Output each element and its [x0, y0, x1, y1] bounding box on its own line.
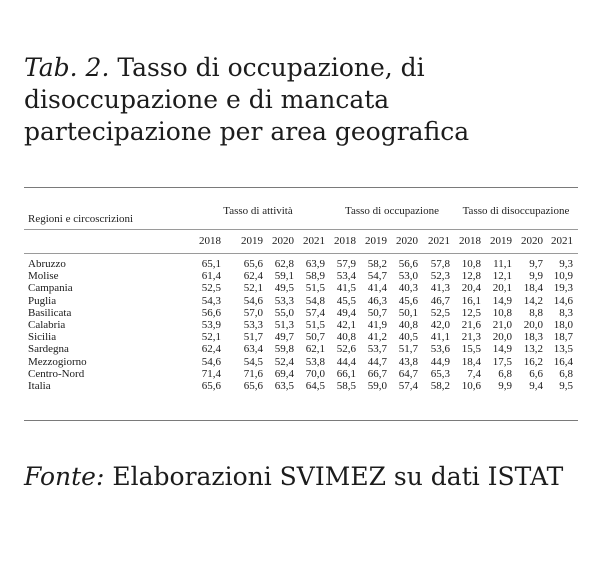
table-cell: 18,4 [523, 282, 543, 295]
table-row [0, 319, 600, 332]
table-cell: 54,8 [305, 294, 325, 307]
table-cell: 50,7 [367, 306, 387, 319]
table-cell: 64,7 [398, 367, 418, 380]
table-cell: 9,5 [559, 380, 573, 392]
table-row [0, 356, 600, 369]
table-cell: 18,0 [553, 319, 573, 331]
table-cell: 14,9 [492, 343, 512, 356]
year-header-cell: 2021 [551, 235, 573, 247]
year-header-cell: 2019 [365, 235, 387, 247]
table-cell: 71,4 [201, 367, 221, 380]
table-cell: 10,8 [492, 306, 512, 319]
table-cell: 44,4 [336, 355, 356, 368]
table-cell: 57,4 [305, 306, 325, 319]
table-cell: 10,9 [553, 270, 573, 283]
table-cell: 21,6 [461, 319, 481, 331]
table-cell: 6,8 [498, 367, 512, 380]
table-row [0, 368, 600, 381]
table-cell: 14,6 [553, 294, 573, 307]
table-cell: 8,3 [559, 306, 573, 319]
table-cell: 10,6 [461, 380, 481, 392]
year-header-cell: 2020 [272, 235, 294, 247]
table-cell: 20,0 [523, 319, 543, 331]
table-cell: 44,9 [430, 355, 450, 368]
table-cell: 40,8 [398, 319, 418, 331]
table-cell: 54,7 [367, 270, 387, 283]
table-cell: 51,5 [305, 319, 325, 331]
year-header-cell: 2019 [490, 235, 512, 247]
table-cell: 6,6 [529, 367, 543, 380]
table-cell: 49,4 [336, 306, 356, 319]
table-cell: 63,4 [243, 343, 263, 356]
table-number: Tab. 2. [24, 53, 110, 82]
group-header-activity: Tasso di attività [223, 205, 293, 217]
table-cell: 12,1 [492, 270, 512, 283]
table-cell: 53,3 [274, 294, 294, 307]
table-cell: 71,6 [243, 367, 263, 380]
table-cell: 42,0 [430, 319, 450, 331]
table-row [0, 258, 600, 271]
table-cell: 54,3 [201, 294, 221, 307]
table-cell: 53,4 [336, 270, 356, 283]
table-cell: 50,7 [305, 331, 325, 344]
table-cell: 10,8 [461, 258, 481, 270]
group-header-employment: Tasso di occupazione [345, 205, 439, 217]
table-cell: 18,4 [461, 355, 481, 368]
table-cell: 18,3 [523, 331, 543, 344]
table-cell: 45,5 [336, 294, 356, 307]
source-text: Elaborazioni SVIMEZ su dati ISTAT [112, 462, 564, 491]
table-cell: 16,1 [461, 294, 481, 307]
table-cell: 49,7 [274, 331, 294, 344]
table-cell: 19,3 [553, 282, 573, 295]
table-cell: 40,3 [398, 282, 418, 295]
table-cell: 9,4 [529, 380, 543, 392]
table-title [24, 52, 584, 148]
table-cell: 21,3 [461, 331, 481, 344]
table-cell: 41,9 [367, 319, 387, 331]
table-cell: 20,4 [461, 282, 481, 295]
table-cell: 13,5 [553, 343, 573, 356]
table-cell: 53,9 [201, 319, 221, 331]
table-cell: 63,5 [274, 380, 294, 392]
table-cell: 7,4 [467, 367, 481, 380]
table-cell: 52,1 [243, 282, 263, 295]
table-cell: 12,8 [461, 270, 481, 283]
region-name: Centro-Nord [28, 367, 85, 380]
table-cell: 65,6 [243, 258, 263, 270]
table-cell: 62,8 [274, 258, 294, 270]
table-cell: 57,8 [430, 258, 450, 270]
table-cell: 56,6 [201, 306, 221, 319]
table-cell: 51,5 [305, 282, 325, 295]
table-cell: 53,0 [398, 270, 418, 283]
region-name: Italia [28, 380, 51, 392]
table-cell: 53,8 [305, 355, 325, 368]
table-cell: 51,3 [274, 319, 294, 331]
table-cell: 20,0 [492, 331, 512, 344]
table-cell: 65,6 [243, 380, 263, 392]
year-header-cell: 2018 [334, 235, 356, 247]
table-cell: 16,2 [523, 355, 543, 368]
table-cell: 11,1 [493, 258, 512, 270]
table-cell: 52,5 [201, 282, 221, 295]
table-cell: 15,5 [461, 343, 481, 356]
table-cell: 59,0 [367, 380, 387, 392]
table-cell: 9,7 [529, 258, 543, 270]
region-name: Sicilia [28, 331, 57, 344]
region-name: Sardegna [28, 343, 69, 356]
table-cell: 9,3 [559, 258, 573, 270]
table-cell: 57,0 [243, 306, 263, 319]
group-header-rule [24, 229, 578, 230]
table-cell: 66,1 [336, 367, 356, 380]
table-cell: 45,6 [398, 294, 418, 307]
region-name: Campania [28, 282, 73, 295]
table-cell: 40,8 [336, 331, 356, 344]
table-cell: 13,2 [523, 343, 543, 356]
year-header-cell: 2020 [521, 235, 543, 247]
table-cell: 54,6 [243, 294, 263, 307]
table-cell: 53,3 [243, 319, 263, 331]
table-cell: 41,5 [336, 282, 356, 295]
group-header-unemployment: Tasso di disoccupazione [462, 205, 570, 217]
table-bottom-rule [24, 420, 578, 421]
year-header-cell: 2020 [396, 235, 418, 247]
table-row [0, 380, 600, 393]
table-cell: 52,4 [274, 355, 294, 368]
table-cell: 9,9 [498, 380, 512, 392]
table-row [0, 282, 600, 295]
table-cell: 52,1 [201, 331, 221, 344]
region-name: Mezzogiorno [28, 355, 87, 368]
table-row [0, 331, 600, 344]
table-cell: 58,2 [367, 258, 387, 270]
table-cell: 43,8 [398, 355, 418, 368]
table-cell: 51,7 [398, 343, 418, 356]
table-cell: 18,7 [553, 331, 573, 344]
table-cell: 12,5 [461, 306, 481, 319]
table-cell: 6,8 [559, 367, 573, 380]
table-cell: 70,0 [305, 367, 325, 380]
table-cell: 57,4 [398, 380, 418, 392]
table-row [0, 343, 600, 356]
table-cell: 17,5 [492, 355, 512, 368]
table-cell: 58,5 [336, 380, 356, 392]
table-caption: Tasso di occupazione, di disoccupazione e di mancata partecipazione per area geografica [24, 53, 470, 146]
table-cell: 65,3 [430, 367, 450, 380]
table-cell: 53,6 [430, 343, 450, 356]
table-cell: 14,2 [523, 294, 543, 307]
table-cell: 59,8 [274, 343, 294, 356]
table-cell: 66,7 [367, 367, 387, 380]
table-cell: 61,4 [201, 270, 221, 283]
table-cell: 46,7 [430, 294, 450, 307]
table-cell: 9,9 [529, 270, 543, 283]
table-cell: 8,8 [529, 306, 543, 319]
table-cell: 21,0 [492, 319, 512, 331]
table-cell: 58,9 [305, 270, 325, 283]
table-cell: 52,3 [430, 270, 450, 283]
region-name: Abruzzo [28, 258, 66, 270]
year-header-cell: 2021 [303, 235, 325, 247]
table-top-rule [24, 187, 578, 188]
source-note [24, 460, 584, 494]
table-cell: 49,5 [274, 282, 294, 295]
table-cell: 52,5 [430, 306, 450, 319]
table-row [0, 307, 600, 320]
table-cell: 50,1 [398, 306, 418, 319]
source-label: Fonte: [24, 462, 105, 491]
year-header-cell: 2019 [241, 235, 263, 247]
table-cell: 53,7 [367, 343, 387, 356]
year-header-cell: 2018 [459, 235, 481, 247]
table-cell: 46,3 [367, 294, 387, 307]
table-cell: 41,1 [430, 331, 450, 344]
table-cell: 55,0 [274, 306, 294, 319]
table-cell: 40,5 [398, 331, 418, 344]
year-header-rule [24, 253, 578, 254]
table-cell: 58,2 [430, 380, 450, 392]
region-name: Basilicata [28, 306, 72, 319]
table-cell: 52,6 [336, 343, 356, 356]
table-row [0, 270, 600, 283]
table-cell: 16,4 [553, 355, 573, 368]
table-cell: 42,1 [336, 319, 356, 331]
table-cell: 65,6 [201, 380, 221, 392]
region-column-header: Regioni e circoscrizioni [28, 213, 134, 225]
table-cell: 41,3 [430, 282, 450, 295]
table-cell: 14,9 [492, 294, 512, 307]
table-cell: 54,5 [243, 355, 263, 368]
table-row [0, 295, 600, 308]
table-cell: 56,6 [398, 258, 418, 270]
table-cell: 20,1 [492, 282, 512, 295]
table-cell: 64,5 [305, 380, 325, 392]
table-cell: 54,6 [201, 355, 221, 368]
table-cell: 62,1 [305, 343, 325, 356]
table-cell: 62,4 [201, 343, 221, 356]
table-cell: 69,4 [274, 367, 294, 380]
region-name: Calabria [28, 319, 66, 331]
year-header-cell: 2021 [428, 235, 450, 247]
table-cell: 57,9 [336, 258, 356, 270]
table-cell: 63,9 [305, 258, 325, 270]
table-cell: 62,4 [243, 270, 263, 283]
year-header-cell: 2018 [199, 235, 221, 247]
table-cell: 51,7 [243, 331, 263, 344]
table-cell: 41,4 [367, 282, 387, 295]
table-cell: 41,2 [367, 331, 387, 344]
table-cell: 44,7 [367, 355, 387, 368]
region-name: Molise [28, 270, 59, 283]
table-cell: 65,1 [201, 258, 221, 270]
region-name: Puglia [28, 294, 57, 307]
table-cell: 59,1 [274, 270, 294, 283]
